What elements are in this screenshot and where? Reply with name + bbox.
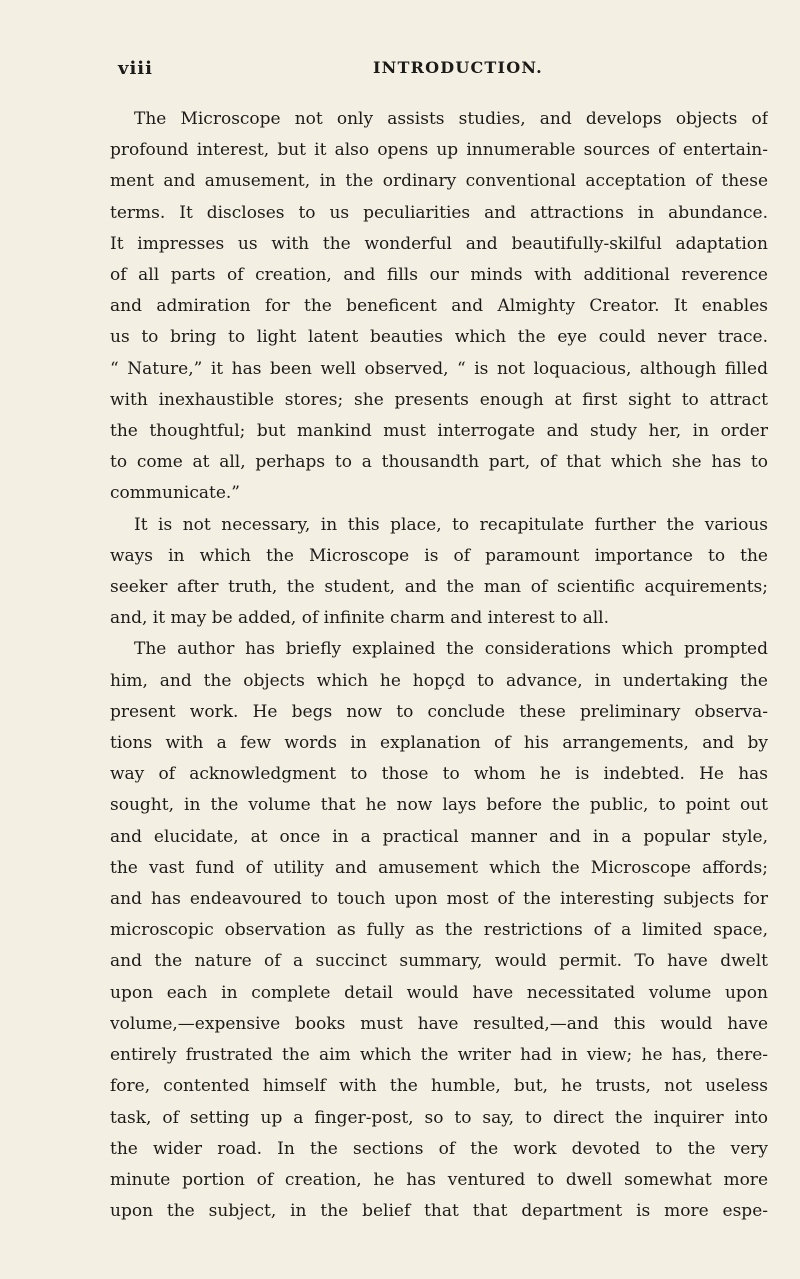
text-line: fore, contented himself with the humble, but, he trusts, not useless	[110, 1076, 768, 1097]
text-line: ways in which the Microscope is of paramount importance to the	[110, 545, 768, 566]
text-line: tions with a few words in explanation of his arrangements, and by	[110, 733, 768, 754]
text-line: upon each in complete detail would have necessitated volume upon	[110, 982, 768, 1003]
text-line: The Microscope not only assists studies, and develops objects of	[134, 109, 768, 129]
text-line: communicate.”	[110, 483, 240, 504]
text-line: It is not necessary, in this place, to recapitulate further the various	[134, 514, 768, 535]
text-line: ment and amusement, in the ordinary conventional acceptation of these	[110, 171, 768, 192]
running-title: INTRODUCTION.	[373, 58, 543, 77]
text-line: minute portion of creation, he has ventured to dwell somewhat more	[110, 1169, 768, 1190]
text-line: with inexhaustible stores; she presents enough at first sight to attract	[110, 389, 768, 410]
text-line: the wider road. In the sections of the work devoted to the very	[110, 1138, 768, 1159]
running-head	[118, 58, 772, 88]
text-line: and elucidate, at once in a practical manner and in a popular style,	[110, 826, 768, 847]
text-line: sought, in the volume that he now lays before the public, to point out	[110, 795, 768, 816]
text-line: “ Nature,” it has been well observed, “ is not loquacious, although filled	[110, 358, 768, 379]
text-line: The author has briefly explained the considerations which prompted	[134, 639, 768, 660]
text-line: volume,—expensive books must have resulted,—and this would have	[110, 1013, 768, 1034]
text-line: seeker after truth, the student, and the man of scientific acquirements;	[110, 577, 768, 598]
text-line: microscopic observation as fully as the restrictions of a limited space,	[110, 920, 768, 941]
text-line: task, of setting up a finger-post, so to say, to direct the inquirer into	[110, 1107, 768, 1128]
text-line: and, it may be added, of infinite charm and interest to all.	[110, 608, 609, 629]
text-line: present work. He begs now to conclude these preliminary observa-	[110, 701, 768, 722]
text-line: It impresses us with the wonderful and beautifully-skilful adaptation	[110, 233, 768, 254]
text-line: and the nature of a succinct summary, would permit. To have dwelt	[110, 951, 768, 972]
text-line: and has endeavoured to touch upon most of the interesting subjects for	[110, 889, 768, 910]
text-line: profound interest, but it also opens up innumerable sources of entertain-	[110, 140, 768, 161]
page-number: viii	[118, 58, 153, 79]
text-line: the thoughtful; but mankind must interrogate and study her, in order	[110, 421, 768, 442]
text-line: us to bring to light latent beauties which the eye could never trace.	[110, 327, 768, 348]
text-line: entirely frustrated the aim which the writer had in view; he has, there-	[110, 1045, 768, 1066]
text-line: of all parts of creation, and fills our minds with additional reverence	[110, 265, 768, 286]
text-line: to come at all, perhaps to a thousandth part, of that which she has to	[110, 452, 768, 473]
text-line: upon the subject, in the belief that that department is more espe-	[110, 1201, 768, 1222]
text-line: him, and the objects which he hopçd to advance, in undertaking the	[110, 670, 768, 691]
text-line: way of acknowledgment to those to whom he is indebted. He has	[110, 764, 768, 785]
body-text	[110, 104, 768, 1227]
text-line: terms. It discloses to us peculiarities and attractions in abundance.	[110, 202, 768, 223]
text-line: the vast fund of utility and amusement which the Microscope affords;	[110, 857, 768, 878]
text-line: and admiration for the beneficent and Almighty Creator. It enables	[110, 296, 768, 317]
